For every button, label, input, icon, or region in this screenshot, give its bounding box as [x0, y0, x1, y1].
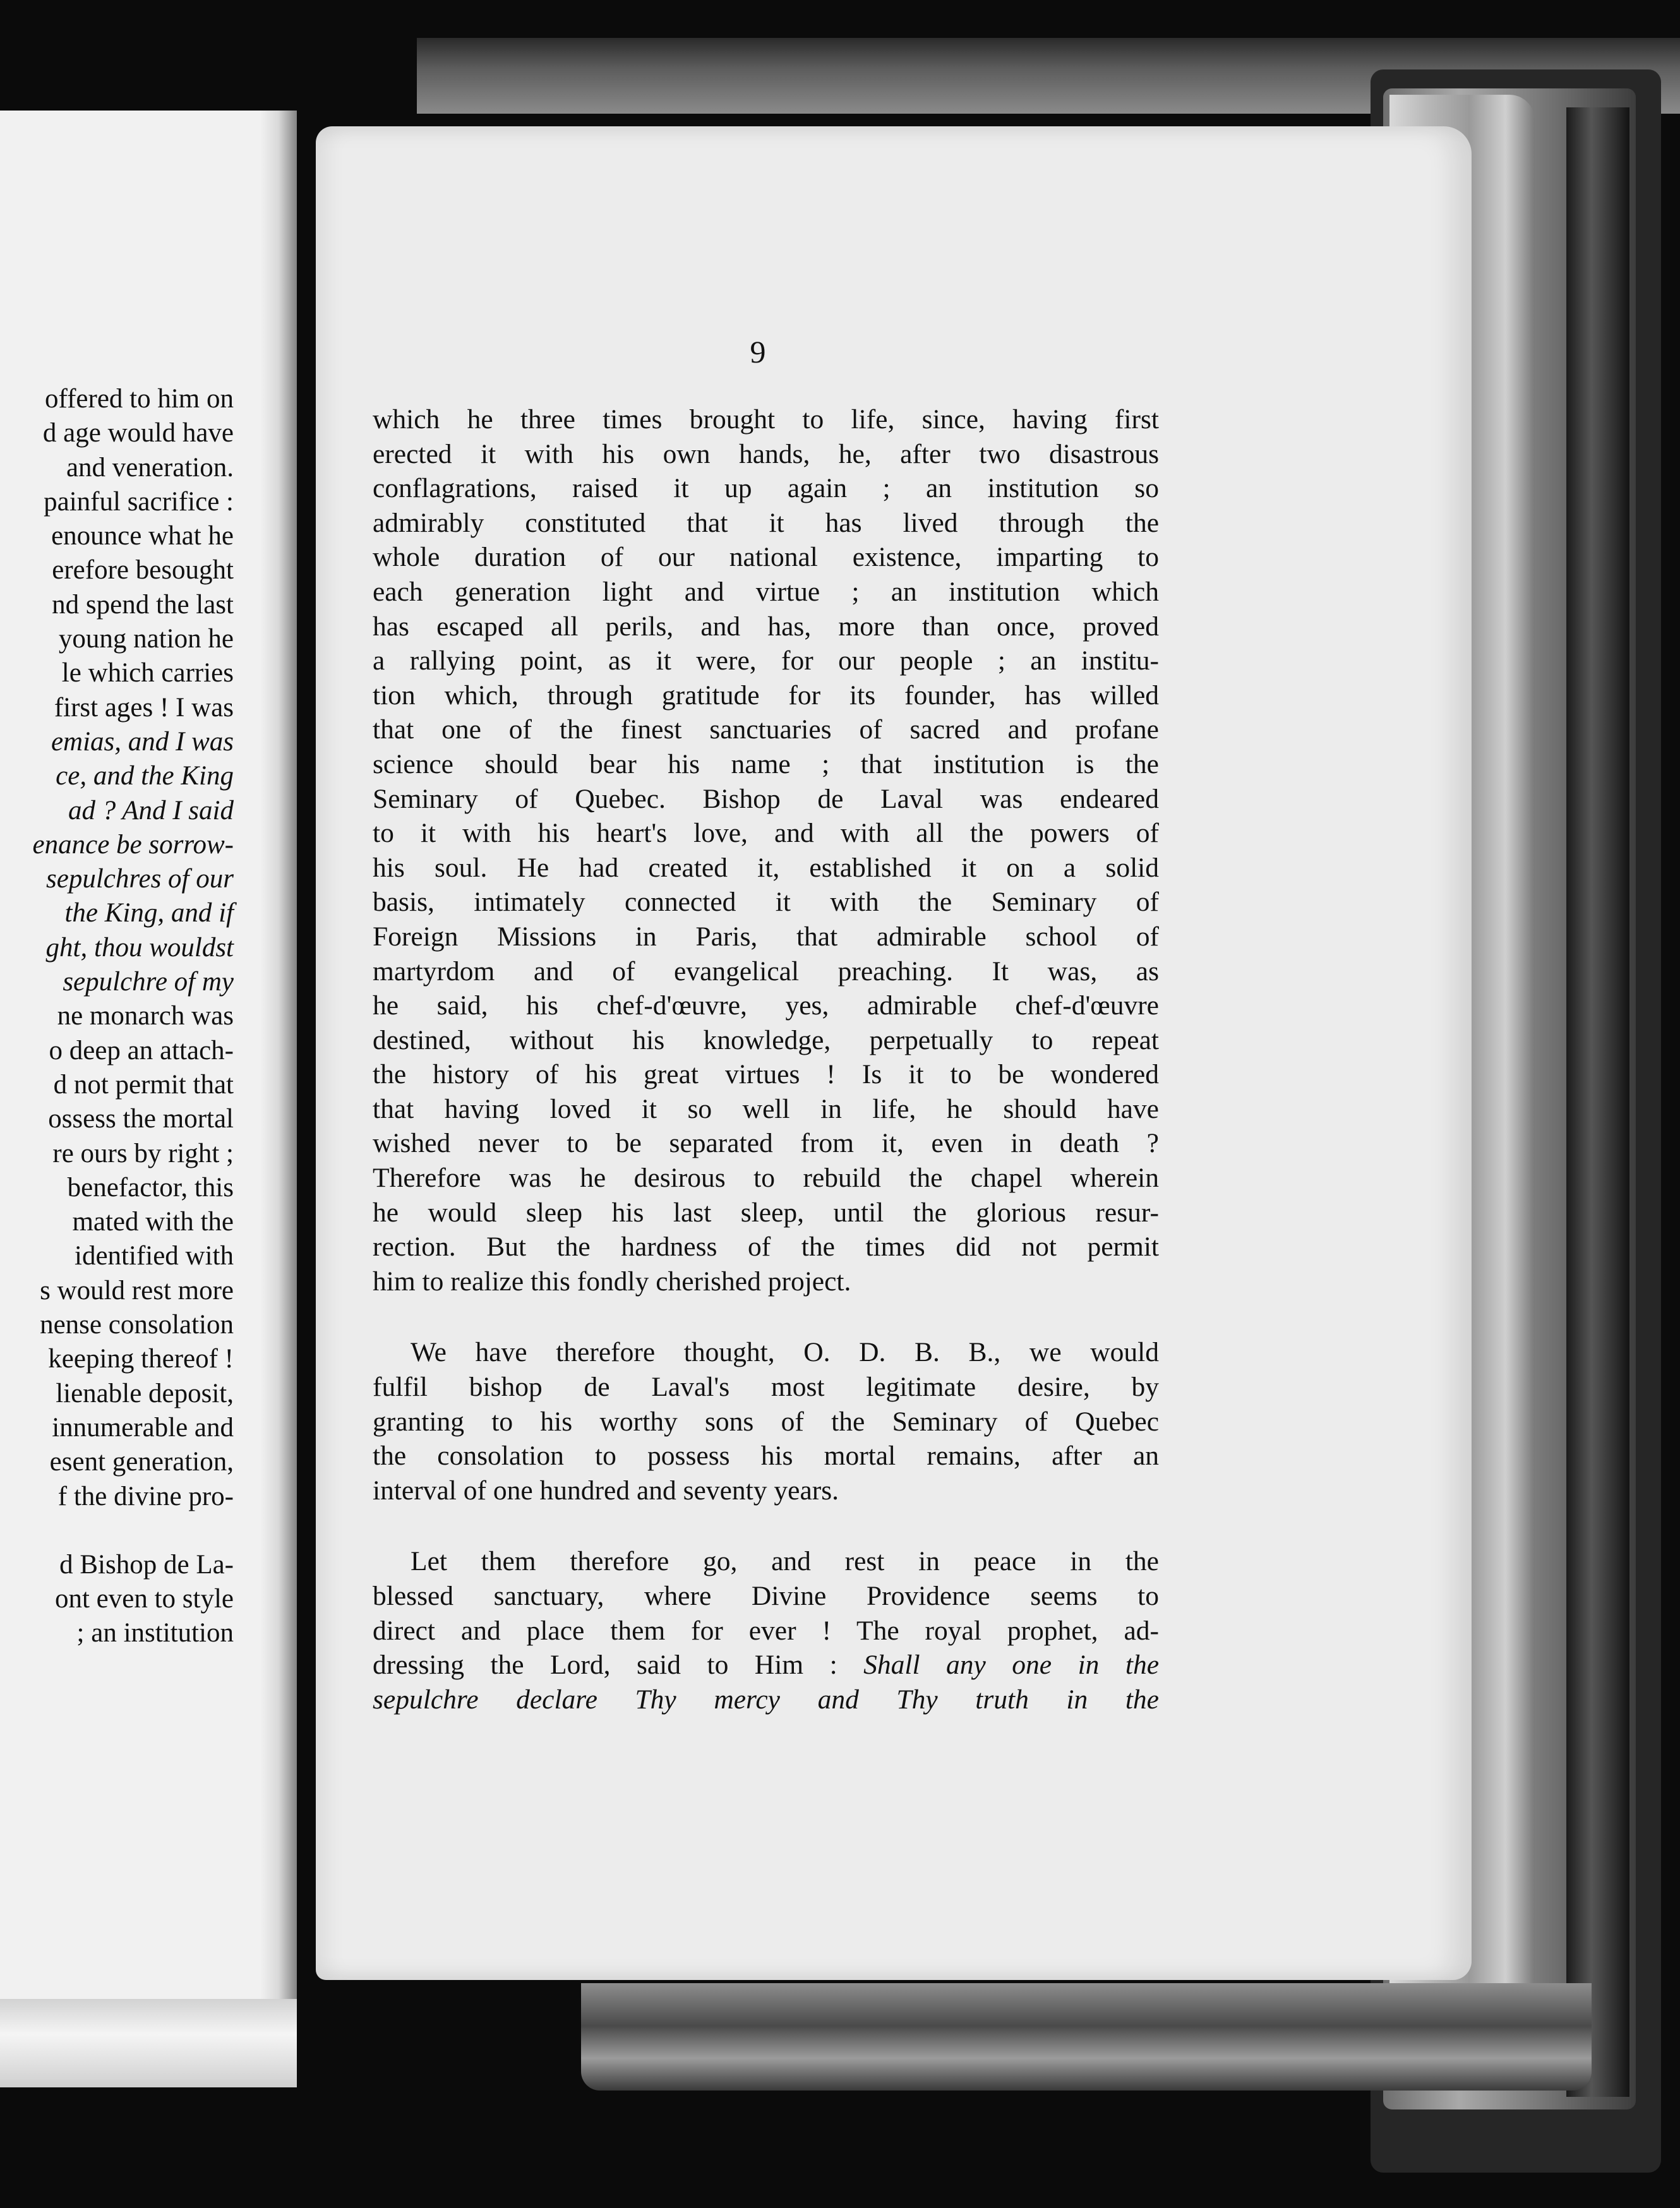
text-line: fulfil bishop de Laval's most legitimate desire, by — [373, 1372, 1159, 1403]
paragraph-gap — [373, 1299, 1159, 1335]
text-line: erected it with his own hands, he, after two disastrous — [373, 438, 1159, 469]
text-line: him to realize this fondly cherished project. — [373, 1266, 851, 1297]
left-line: s would rest more — [40, 1275, 234, 1305]
text-line: Foreign Missions in Paris, that admirable school of — [373, 921, 1159, 952]
text-line: has escaped all perils, and has, more than once, proved — [373, 611, 1159, 642]
left-line: ght, thou wouldst — [45, 932, 234, 963]
left-line: re ours by right ; — [52, 1138, 234, 1168]
left-line: painful sacrifice : — [44, 486, 234, 517]
text-line: whole duration of our national existence, imparting to — [373, 542, 1159, 573]
left-line: first ages ! I was — [54, 692, 234, 723]
text-line: conflagrations, raised it up again ; an institution so — [373, 473, 1159, 504]
left-line: enance be sorrow- — [32, 829, 234, 860]
left-line: enounce what he — [51, 521, 234, 551]
text-line: science should bear his name ; that institution is the — [373, 748, 1159, 779]
text-line: a rallying point, as it were, for our people ; an institu- — [373, 645, 1159, 676]
left-line: ne monarch was — [57, 1001, 234, 1031]
text-line-mixed — [373, 1648, 1159, 1683]
book-spine-edge — [1566, 107, 1629, 2097]
text-segment: dressing the Lord, said to Him : — [373, 1650, 837, 1681]
italic-quotation: Shall any one in the — [863, 1650, 1160, 1681]
text-line: he said, his chef-d'œuvre, yes, admirable chef-d'œuvre — [373, 990, 1159, 1021]
text-line: admirably constituted that it has lived through the — [373, 507, 1159, 538]
left-line: nd spend the last — [52, 589, 234, 620]
text-line: which he three times brought to life, since, having first — [373, 404, 1159, 435]
text-line: Let them therefore go, and rest in peace in the — [411, 1546, 1159, 1577]
text-line: Seminary of Quebec. Bishop de Laval was endeared — [373, 783, 1159, 814]
left-page-text — [0, 382, 234, 1651]
page-body-text — [373, 402, 1159, 1717]
left-line: o deep an attach- — [49, 1035, 234, 1065]
left-line: esent generation, — [49, 1447, 234, 1477]
left-line: benefactor, this — [67, 1172, 234, 1203]
text-line: interval of one hundred and seventy years. — [373, 1475, 839, 1506]
left-paragraph-gap — [0, 1514, 234, 1548]
left-page-foot — [0, 1999, 297, 2087]
left-line: offered to him on — [45, 384, 234, 414]
italic-quotation-line: sepulchre declare Thy mercy and Thy truth in the — [373, 1684, 1159, 1715]
left-line: le which carries — [61, 658, 234, 688]
paragraph-gap — [373, 1508, 1159, 1544]
text-line: each generation light and virtue ; an institution which — [373, 576, 1159, 607]
left-line: emias, and I was — [51, 726, 234, 757]
left-line: d age would have — [42, 418, 234, 448]
text-line: granting to his worthy sons of the Seminary of Quebec — [373, 1406, 1159, 1437]
text-line: destined, without his knowledge, perpetually to repeat — [373, 1024, 1159, 1055]
text-line: basis, intimately connected it with the Seminary of — [373, 887, 1159, 918]
text-line: martyrdom and of evangelical preaching. It was, as — [373, 956, 1159, 987]
left-page-gutter-shadow — [260, 111, 297, 1999]
left-line: lienable deposit, — [56, 1378, 234, 1408]
left-line: keeping thereof ! — [48, 1344, 234, 1374]
text-line: We have therefore thought, O. D. B. B., we would — [411, 1337, 1159, 1368]
left-line: and veneration. — [66, 452, 234, 483]
left-line: sepulchres of our — [46, 864, 234, 894]
left-line: ce, and the King — [56, 761, 234, 791]
left-line: nense consolation — [40, 1310, 234, 1340]
text-line: blessed sanctuary, where Divine Providence seems to — [373, 1581, 1159, 1611]
left-line: ont even to style — [54, 1584, 234, 1614]
text-line: Therefore was he desirous to rebuild the chapel wherein — [373, 1163, 1159, 1194]
left-line: the King, and if — [64, 898, 234, 928]
left-line: sepulchre of my — [63, 967, 234, 997]
left-line: identified with — [75, 1241, 234, 1271]
left-line: ad ? And I said — [68, 795, 234, 825]
page-number: 9 — [750, 334, 766, 369]
left-line: d Bishop de La- — [59, 1549, 234, 1580]
text-line: to it with his heart's love, and with all the powers of — [373, 818, 1159, 849]
text-line: rection. But the hardness of the times did not permit — [373, 1232, 1159, 1263]
left-line: ossess the mortal — [48, 1104, 234, 1134]
page-stack-bottom — [581, 1983, 1592, 2091]
left-line: innumerable and — [52, 1412, 234, 1443]
left-line: mated with the — [72, 1207, 234, 1237]
text-line: tion which, through gratitude for its founder, has willed — [373, 680, 1159, 711]
text-line: wished never to be separated from it, even in death ? — [373, 1128, 1159, 1159]
left-line: ; an institution — [76, 1618, 234, 1648]
text-line: the history of his great virtues ! Is it to be wondered — [373, 1059, 1159, 1090]
text-line: that having loved it so well in life, he should have — [373, 1093, 1159, 1124]
text-line: that one of the finest sanctuaries of sacred and profane — [373, 714, 1159, 745]
left-line: d not permit that — [53, 1069, 234, 1100]
left-line: young nation he — [58, 624, 234, 654]
text-line: he would sleep his last sleep, until the glorious resur- — [373, 1197, 1159, 1228]
text-line: his soul. He had created it, established it on a solid — [373, 852, 1159, 883]
text-line: the consolation to possess his mortal remains, after an — [373, 1441, 1159, 1472]
left-line: f the divine pro- — [57, 1481, 234, 1511]
text-line: direct and place them for ever ! The royal prophet, ad- — [373, 1615, 1159, 1646]
left-line: erefore besought — [52, 555, 234, 585]
